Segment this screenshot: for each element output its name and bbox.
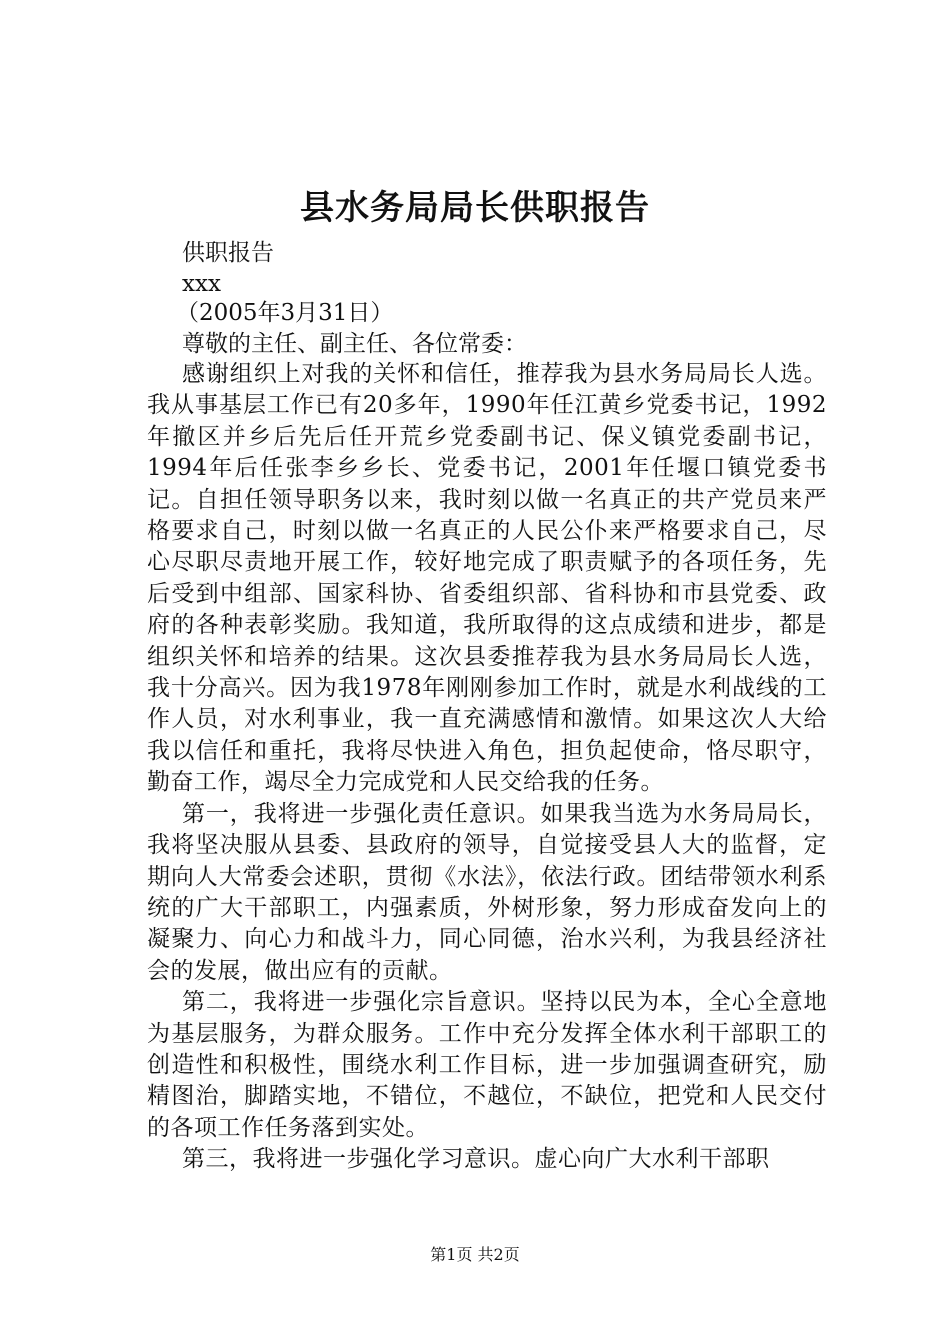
report-body [147, 359, 827, 1176]
report-date: （2005年3月31日） [176, 300, 394, 326]
page-footer: 第1页 共2页 [430, 1245, 520, 1264]
document-title: 县水务局局长供职报告 [300, 188, 650, 228]
salutation: 尊敬的主任、副主任、各位常委： [182, 331, 527, 357]
paragraph-second: 第二，我将进一步强化宗旨意识。坚持以民为本，全心全意地为基层服务，为群众服务。工作中充分发挥全体水利干部职工的创造性和积极性，围绕水利工作目标，进一步加强调查研究，励精图治，脚踏实地，不错位，不越位，不缺位，把党和人民交付的各项工作任务落到实处。 [147, 989, 827, 1141]
report-subtitle: 供职报告 [182, 240, 274, 266]
paragraph-third: 第三，我将进一步强化学习意识。虚心向广大水利干部职 [182, 1146, 770, 1173]
author-name: xxx [182, 271, 221, 297]
paragraph-intro: 感谢组织上对我的关怀和信任，推荐我为县水务局局长人选。我从事基层工作已有20多年，1990年任江黄乡党委书记，1992年撤区并乡后先后任开荒乡党委副书记、保义镇党委副书记，1994年后任张李乡乡长、党委书记，2001年任堰口镇党委书记。自担任领导职务以来，我时刻以做一名真正的共产党员来严格要求自己，时刻以做一名真正的人民公仆来严格要求自己，尽心尽职尽责地开展工作，较好地完成了职责赋予的各项任务，先后受到中组部、国家科协、省委组织部、省科协和市县党委、政府的各种表彰奖励。我知道，我所取得的这点成绩和进步，都是组织关怀和培养的结果。这次县委推荐我为县水务局局长人选，我十分高兴。因为我1978年刚刚参加工作时，就是水利战线的工作人员，对水利事业，我一直充满感情和激情。如果这次人大给我以信任和重托，我将尽快进入角色，担负起使命，恪尽职守，勤奋工作，竭尽全力完成党和人民交给我的任务。 [147, 361, 827, 796]
paragraph-first: 第一，我将进一步强化责任意识。如果我当选为水务局局长，我将坚决服从县委、县政府的领导，自觉接受县人大的监督，定期向人大常委会述职，贯彻《水法》，依法行政。团结带领水利系统的广大干部职工，内强素质，外树形象，努力形成奋发向上的凝聚力、向心力和战斗力，同心同德，治水兴利，为我县经济社会的发展，做出应有的贡献。 [147, 800, 827, 984]
